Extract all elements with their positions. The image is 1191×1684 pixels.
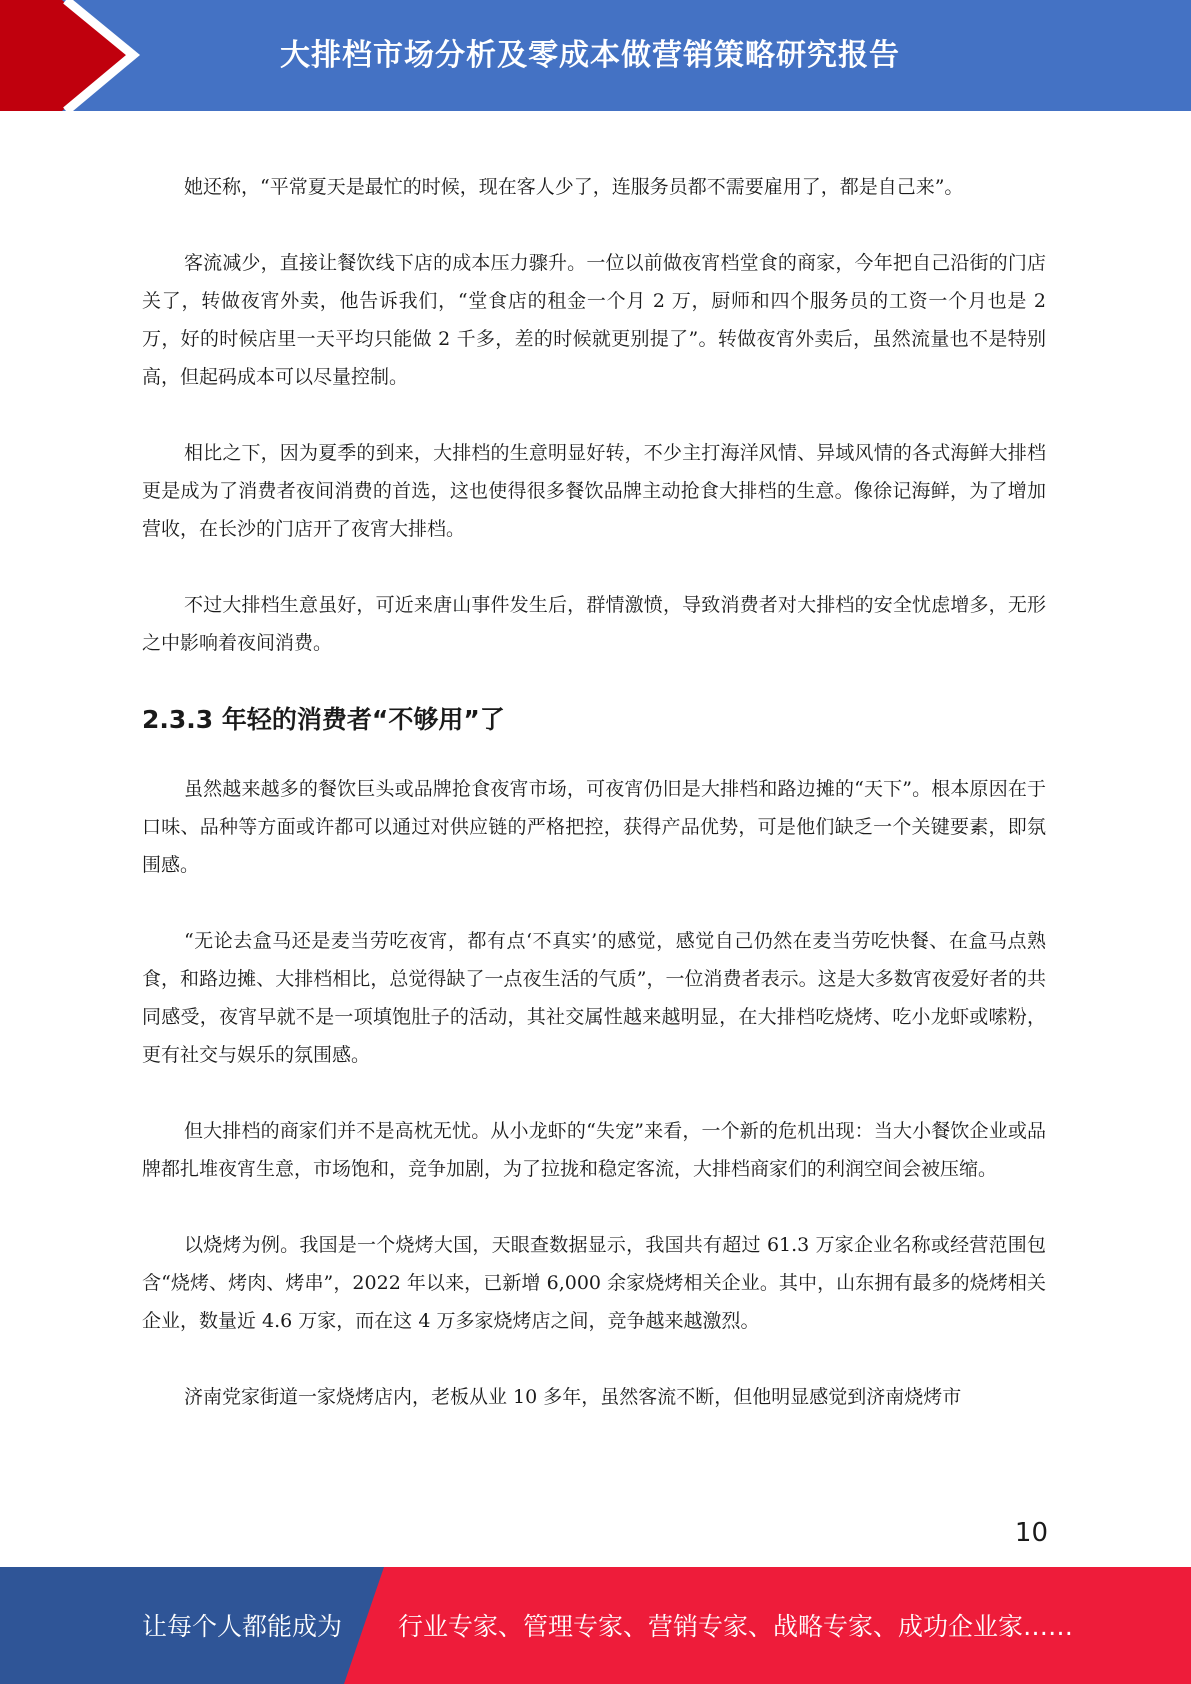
- paragraph: 但大排档的商家们并不是高枕无忧。从小龙虾的“失宠”来看，一个新的危机出现：当大小餐饮企业或品牌都扎堆夜宵生意，市场饱和，竞争加剧，为了拉拢和稳定客流，大排档商家们的利润空间会被压缩。: [142, 1120, 1046, 1180]
- paragraph: 济南党家街道一家烧烤店内，老板从业 10 多年，虽然客流不断，但他明显感觉到济南烧烤市: [184, 1386, 962, 1408]
- page-footer: [0, 1567, 1191, 1684]
- section-heading: 2.3.3 年轻的消费者“不够用”了: [142, 705, 505, 734]
- main-content: [142, 168, 1046, 1454]
- paragraph: “无论去盒马还是麦当劳吃夜宵，都有点‘不真实’的感觉，感觉自己仍然在麦当劳吃快餐、在盒马点熟食，和路边摊、大排档相比，总觉得缺了一点夜生活的气质”，一位消费者表示。这是大多数宵夜爱好者的共同感受，夜宵早就不是一项填饱肚子的活动，其社交属性越来越明显，在大排档吃烧烤、吃小龙虾或嗦粉，更有社交与娱乐的氛围感。: [142, 930, 1046, 1066]
- paragraph: 客流减少，直接让餐饮线下店的成本压力骤升。一位以前做夜宵档堂食的商家，今年把自己沿街的门店关了，转做夜宵外卖，他告诉我们，“堂食店的租金一个月 2 万，厨师和四个服务员的工资一个月也是 2 万，好的时候店里一天平均只能做 2 千多，差的时候就更别提了”。转做夜宵外卖后，虽然流量也不是特别高，但起码成本可以尽量控制。: [142, 252, 1046, 388]
- paragraph: 虽然越来越多的餐饮巨头或品牌抢食夜宵市场，可夜宵仍旧是大排档和路边摊的“天下”。根本原因在于口味、品种等方面或许都可以通过对供应链的严格把控，获得产品优势，可是他们缺乏一个关键要素，即氛围感。: [142, 778, 1046, 876]
- paragraph: 相比之下，因为夏季的到来，大排档的生意明显好转，不少主打海洋风情、异域风情的各式海鲜大排档更是成为了消费者夜间消费的首选，这也使得很多餐饮品牌主动抢食大排档的生意。像徐记海鲜，为了增加营收，在长沙的门店开了夜宵大排档。: [142, 442, 1046, 540]
- page-number: 10: [1014, 1518, 1048, 1548]
- paragraph: 她还称，“平常夏天是最忙的时候，现在客人少了，连服务员都不需要雇用了，都是自己来”。: [184, 176, 964, 198]
- footer-slogan-right: 行业专家、管理专家、营销专家、战略专家、成功企业家……: [398, 1612, 1074, 1641]
- page-header: [0, 0, 1191, 111]
- paragraph: 不过大排档生意虽好，可近来唐山事件发生后，群情激愤，导致消费者对大排档的安全忧虑增多，无形之中影响着夜间消费。: [142, 594, 1046, 654]
- header-red-chevron: [0, 0, 128, 111]
- header-title: 大排档市场分析及零成本做营销策略研究报告: [280, 38, 900, 73]
- paragraph: 以烧烤为例。我国是一个烧烤大国，天眼查数据显示，我国共有超过 61.3 万家企业名称或经营范围包含“烧烤、烤肉、烤串”，2022 年以来，已新增 6,000 余家烧烤相关企业。其中，山东拥有最多的烧烤相关企业，数量近 4.6 万家，而在这 4 万多家烧烤店之间，竞争越来越激烈。: [142, 1234, 1046, 1332]
- footer-slogan-left: 让每个人都能成为: [142, 1612, 343, 1641]
